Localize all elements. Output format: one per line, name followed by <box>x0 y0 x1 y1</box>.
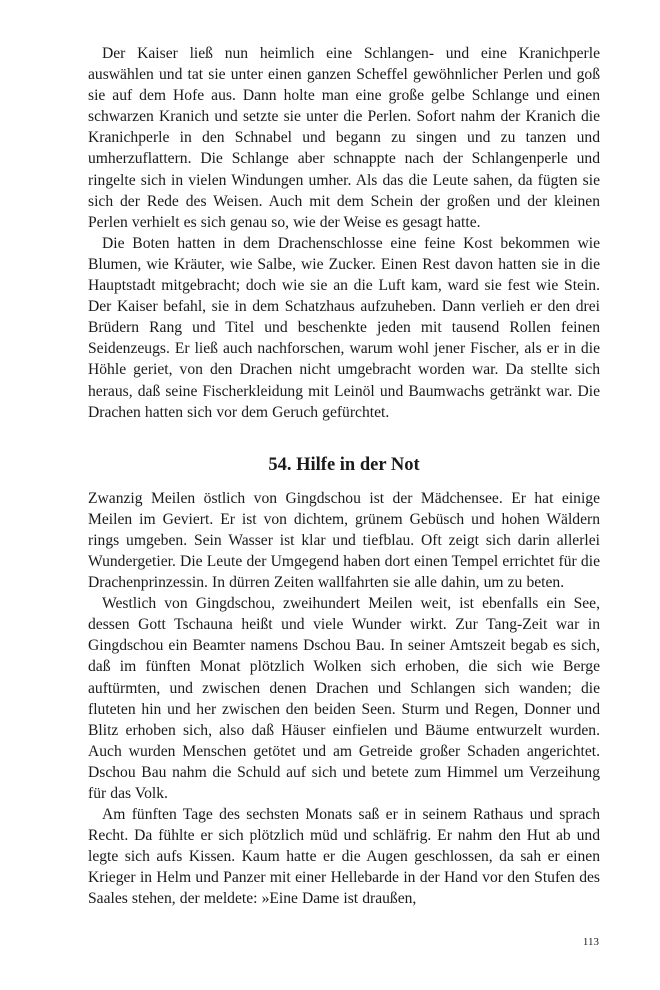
paragraph: Der Kaiser ließ nun heimlich eine Schlangen- und eine Kranichperle auswählen und tat sie unter einen ganzen Scheffel gewöhnlicher Perlen und goß sie auf dem Hofe aus. Dann holte man eine große gelbe Schlange und einen schwarzen Kranich und setzte sie unter die Perlen. Sofort nahm der Kranich die Kranichperle in den Schnabel und begann zu singen und zu tanzen und umherzuflattern. Die Schlange aber schnappte nach der Schlangenperle und ringelte sich in vielen Windungen umher. Als das die Leute sahen, da fügten sie sich der Rede des Weisen. Auch mit dem Schein der großen und der kleinen Perlen verhielt es sich genau so, wie der Weise es gesagt hatte. <box>88 45 600 231</box>
paragraph: Westlich von Gingdschou, zweihundert Meilen weit, ist ebenfalls ein See, dessen Gott Tschauna heißt und viele Wunder wirkt. Zur Tang-Zeit war in Gingdschou ein Beamter namens Dschou Bau. In seiner Amtszeit begab es sich, daß im fünften Monat plötzlich Wolken sich erhoben, die sich wie Berge auftürmten, und zwischen denen Drachen und Schlangen sich wanden; die fluteten hin und her zwischen den beiden Seen. Sturm und Regen, Donner und Blitz erhoben sich, also daß Häuser einfielen und Bäume entwurzelt wurden. Auch wurden Menschen getötet und am Getreide großer Schaden angerichtet. Dschou Bau nahm die Schuld auf sich und betete zum Himmel um Verzeihung für das Volk. <box>88 595 600 802</box>
paragraph: Am fünften Tage des sechsten Monats saß er in seinem Rathaus und sprach Recht. Da fühlte er sich plötzlich müd und schläfrig. Er nahm den Hut ab und legte sich aufs Kissen. Kaum hatte er die Augen geschlossen, da sah er einen Krieger in Helm und Panzer mit einer Hellebarde in der Hand vor den Stufen des Saales stehen, der meldete: »Eine Dame ist draußen, <box>88 806 600 908</box>
paragraph: Die Boten hatten in dem Drachenschlosse eine feine Kost bekommen wie Blumen, wie Kräuter, wie Salbe, wie Zucker. Einen Rest davon hatten sie in die Hauptstadt mitgebracht; doch wie sie an die Luft kam, ward sie fest wie Stein. Der Kaiser befahl, sie in dem Schatzhaus aufzuheben. Dann verlieh er den drei Brüdern Rang und Titel und beschenkte jeden mit tausend Rollen feinen Seidenzeugs. Er ließ auch nachforschen, warum wohl jener Fischer, als er in die Höhle geriet, von den Drachen nicht umgebracht worden war. Da stellte sich heraus, daß seine Fischerkleidung mit Leinöl und Baumwachs getränkt war. Die Drachen hatten sich vor dem Geruch gefürchtet. <box>88 234 600 421</box>
page-number: 113 <box>582 936 599 948</box>
paragraph: Zwanzig Meilen östlich von Gingdschou ist der Mädchensee. Er hat einige Meilen im Geviert. Er ist von dichtem, grünem Gebüsch und hohen Wäldern rings umgeben. Sein Wasser ist klar und tiefblau. Oft zeigt sich darin allerlei Wundergetier. Die Leute der Umgegend haben dort einen Tempel errichtet für die Drachenprinzessin. In dürren Zeiten wallfahrten sie alle dahin, um zu beten. <box>88 489 600 592</box>
chapter-title: 54. Hilfe in der Not <box>268 454 420 475</box>
book-page <box>88 43 600 910</box>
